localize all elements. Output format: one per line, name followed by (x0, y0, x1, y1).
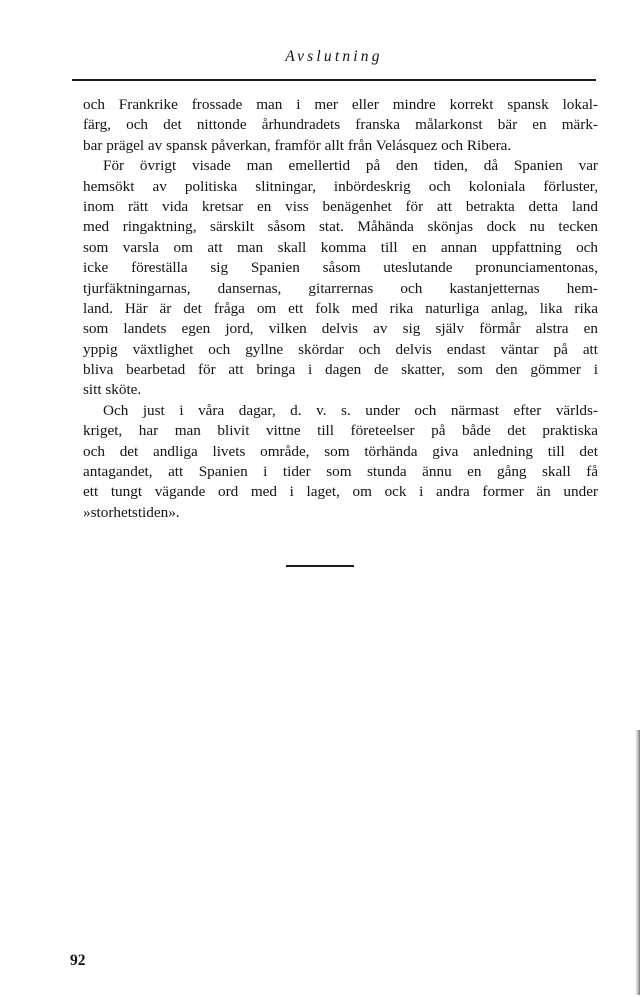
text-line: hemsökt av politiska slitningar, inbördeskrig och koloniala förluster, (83, 177, 598, 195)
text-line: med ringaktning, särskilt såsom stat. Måhända skönjas dock nu tecken (83, 218, 598, 236)
text-line: kriget, har man blivit vittne till företeelser på både det praktiska (83, 422, 598, 440)
text-line: bliva bearbetad för att bringa i dagen de skatter, som den gömmer i (83, 361, 598, 379)
paragraph-1 (83, 95, 598, 156)
text-line: bar prägel av spansk påverkan, framför allt från Velásquez och Ribera. (83, 136, 512, 154)
running-head: Avslutning (285, 48, 383, 65)
text-line: ett tungt vägande ord med i laget, om ock i andra former än under (83, 483, 598, 501)
text-line: Och just i våra dagar, d. v. s. under och närmast efter världs- (103, 401, 598, 419)
text-line: som varsla om att man skall komma till en annan uppfattning och (83, 238, 598, 256)
paragraph-3 (83, 401, 598, 523)
text-line: yppig växtlighet och gyllne skördar och delvis endast väntar på att (83, 340, 598, 358)
text-line: För övrigt visade man emellertid på den tiden, då Spanien var (103, 157, 598, 175)
text-line: icke föreställa sig Spanien såsom uteslutande pronunciamentonas, (83, 259, 598, 277)
page-number: 92 (70, 952, 86, 969)
text-line: antagandet, att Spanien i tider som stunda ännu en gång skall få (83, 463, 598, 481)
text-line: och det andliga livets område, som törhända giva anledning till det (83, 442, 598, 460)
text-line: sitt sköte. (83, 381, 142, 399)
text-line: »storhetstiden». (83, 503, 180, 521)
text-line: inom rätt vida kretsar en viss benägenhet för att betrakta detta land (83, 197, 598, 215)
header-rule (72, 79, 596, 81)
binding-edge-shadow (635, 730, 640, 995)
section-end-rule (286, 565, 354, 567)
text-line: och Frankrike frossade man i mer eller mindre korrekt spansk lokal- (83, 96, 598, 113)
text-line: som landets egen jord, vilken delvis av sig själv förmår alstra en (83, 320, 598, 338)
text-line: färg, och det nittonde århundradets franska målarkonst bär en märk- (83, 116, 598, 134)
text-line: land. Här är det fråga om ett folk med rika naturliga anlag, lika rika (83, 299, 598, 317)
paragraph-2 (83, 156, 598, 401)
text-line: tjurfäktningarnas, dansernas, gitarrernas och kastanjetternas hem- (83, 279, 598, 297)
body-text (83, 95, 598, 523)
